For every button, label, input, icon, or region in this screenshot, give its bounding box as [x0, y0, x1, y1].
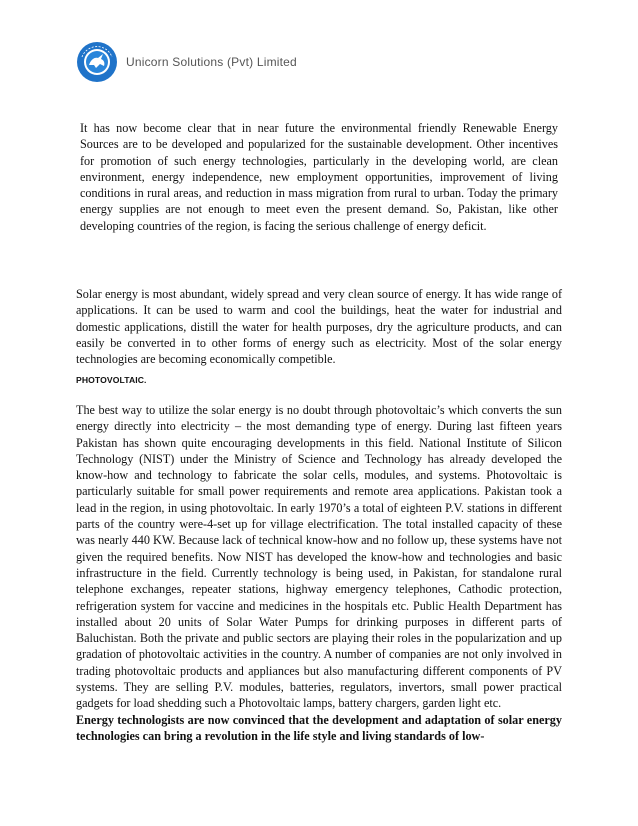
- conclusion-paragraph: Energy technologists are now convinced that the development and adaptation of solar energy technologies can bring a revolution in the life style and living standards of low-: [76, 713, 562, 744]
- solar-energy-paragraph: Solar energy is most abundant, widely spread and very clean source of energy. It has wide range of applications. It can be used to warm and cool the buildings, heat the water for industrial and domestic applications, distill the water for health purposes, dry the agriculture products, and can easily be converted in to other forms of energy such as electricity. Most of the solar energy technologies are becoming economically competible.: [76, 287, 562, 367]
- section-heading-photovoltaic: PHOTOVOLTAIC.: [76, 375, 147, 385]
- company-name: Unicorn Solutions (Pvt) Limited: [126, 55, 297, 69]
- unicorn-logo-icon: [76, 41, 118, 83]
- page-header: [76, 40, 297, 84]
- photovoltaic-paragraph: The best way to utilize the solar energy is no doubt through photovoltaic’s which converts the sun energy directly into electricity – the most demanding type of energy. During last fifteen years Pakistan has shown quite encouraging developments in this field. National Institute of Silicon Technology (NIST) under the Ministry of Science and Technology has already developed the know-how and technology to fabricate the solar cells, modules, and systems. Photovoltaic is particularly suitable for small power requirements and remote area applications. Pakistan took a lead in the region, in using photovoltaic. In early 1970’s a total of eighteen P.V. stations in different parts of the country were-4-set up for village electrification. The total installed capacity of these was nearly 440 KW. Because lack of technical know-how and no follow up, these systems have not given the required benefits. Now NIST has developed the know-how and technologies and basic infrastructure in the field. Currently technology is being used, in Pakistan, for standalone rural telephone exchanges, repeater stations, highway emergency telephones, Cathodic protection, refrigeration system for vaccine and medicines in the hospitals etc. Public Health Department has installed about 20 units of Solar Water Pumps for drinking purposes in different parts of Baluchistan. Both the private and public sectors are playing their roles in the popularization and up gradation of photovoltaic activities in the country. A number of companies are not only involved in trading photovoltaic products and appliances but also manufacturing different components of PV systems. They are selling P.V. modules, batteries, regulators, invertors, small power practical gadgets for load shedding such a Photovoltaic lamps, battery chargers, garden light etc.: [76, 403, 562, 711]
- intro-paragraph: It has now become clear that in near future the environmental friendly Renewable Energy Sources are to be developed and popularized for the sustainable development. Other incentives for promotion of such energy technologies, particularly in the developing world, are clean environment, energy independence, new employment opportunities, improvement of living conditions in rural areas, and reduction in mass migration from rural to urban. Today the primary energy supplies are not enough to meet even the present demand. So, Pakistan, like other developing countries of the region, is facing the serious challenge of energy deficit.: [80, 121, 558, 233]
